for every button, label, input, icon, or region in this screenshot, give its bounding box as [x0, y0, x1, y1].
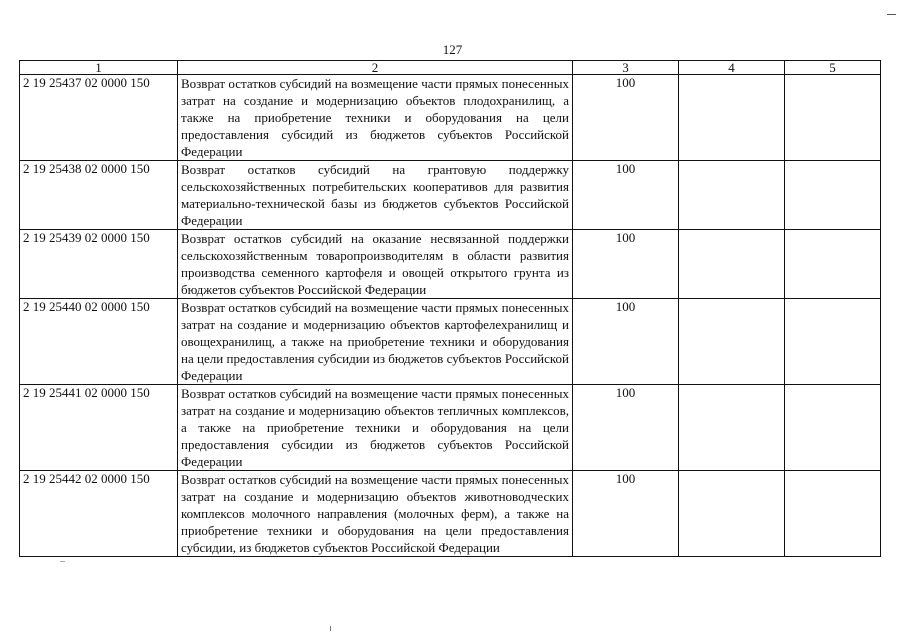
value-cell: 100: [573, 230, 679, 299]
table-row: [20, 75, 881, 161]
table-row: [20, 385, 881, 471]
col5-cell: [785, 299, 881, 385]
value-cell: 100: [573, 75, 679, 161]
corner-mark: [887, 14, 896, 15]
table-row: [20, 471, 881, 557]
col5-cell: [785, 75, 881, 161]
column-header-1: 1: [20, 61, 178, 75]
budget-table: [19, 60, 881, 557]
scan-artifact: [60, 561, 65, 562]
column-header-5: 5: [785, 61, 881, 75]
scan-artifact: [330, 626, 331, 631]
col5-cell: [785, 161, 881, 230]
description-cell: Возврат остатков субсидий на возмещение части прямых понесенных затрат на создание и модернизацию объектов тепличных комплексов, а также на приобретение техники и оборудования на цели предоставления субсидии из бюджетов субъектов Российской Федерации: [178, 385, 573, 471]
header-row: [20, 61, 881, 75]
col5-cell: [785, 471, 881, 557]
table-row: [20, 299, 881, 385]
col4-cell: [679, 230, 785, 299]
value-cell: 100: [573, 161, 679, 230]
description-cell: Возврат остатков субсидий на грантовую поддержку сельскохозяйственных потребительских кооперативов для развития материально-технической базы из бюджетов субъектов Российской Федерации: [178, 161, 573, 230]
col5-cell: [785, 385, 881, 471]
col4-cell: [679, 299, 785, 385]
description-cell: Возврат остатков субсидий на возмещение части прямых понесенных затрат на создание и модернизацию объектов плодохранилищ, а также на приобретение техники и оборудования на цели предоставления субсидий из бюджетов субъектов Российской Федерации: [178, 75, 573, 161]
value-cell: 100: [573, 471, 679, 557]
col4-cell: [679, 161, 785, 230]
code-cell: 2 19 25438 02 0000 150: [20, 161, 178, 230]
table-row: [20, 161, 881, 230]
column-header-3: 3: [573, 61, 679, 75]
col4-cell: [679, 75, 785, 161]
col5-cell: [785, 230, 881, 299]
code-cell: 2 19 25439 02 0000 150: [20, 230, 178, 299]
description-cell: Возврат остатков субсидий на оказание несвязанной поддержки сельскохозяйственным товаропроизводителям в области развития производства семенного картофеля и овощей открытого грунта из бюджетов субъектов Российской Федерации: [178, 230, 573, 299]
description-cell: Возврат остатков субсидий на возмещение части прямых понесенных затрат на создание и модернизацию объектов животноводческих комплексов молочного направления (молочных ферм), а также на приобретение техники и оборудования на цели предоставления субсидии, из бюджетов субъектов Российской Федерации: [178, 471, 573, 557]
column-header-2: 2: [178, 61, 573, 75]
col4-cell: [679, 471, 785, 557]
description-cell: Возврат остатков субсидий на возмещение части прямых понесенных затрат на создание и модернизацию объектов картофелехранилищ и овощехранилищ, а также на приобретение техники и оборудования на цели предоставления субсидии из бюджетов субъектов Российской Федерации: [178, 299, 573, 385]
col4-cell: [679, 385, 785, 471]
value-cell: 100: [573, 299, 679, 385]
page-number: 127: [442, 42, 463, 57]
code-cell: 2 19 25440 02 0000 150: [20, 299, 178, 385]
code-cell: 2 19 25437 02 0000 150: [20, 75, 178, 161]
column-header-4: 4: [679, 61, 785, 75]
code-cell: 2 19 25442 02 0000 150: [20, 471, 178, 557]
value-cell: 100: [573, 385, 679, 471]
table-row: [20, 230, 881, 299]
code-cell: 2 19 25441 02 0000 150: [20, 385, 178, 471]
